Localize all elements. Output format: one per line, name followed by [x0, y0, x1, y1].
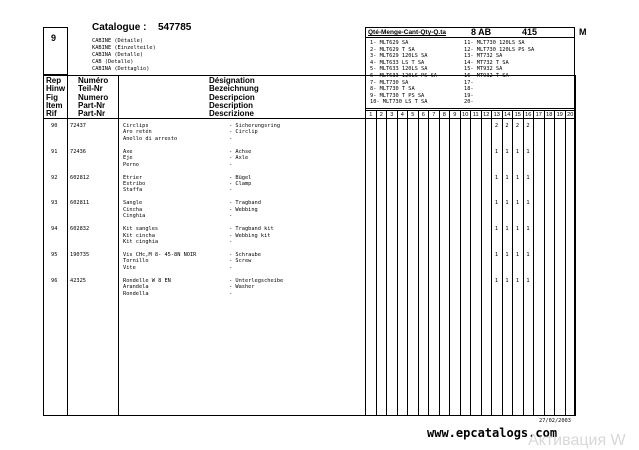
- qty-value: 1: [505, 252, 509, 258]
- part-number: 72437: [70, 123, 86, 129]
- qty-column-divider: [449, 110, 450, 416]
- qty-value: 1: [526, 174, 530, 181]
- qty-value: 1: [515, 226, 520, 233]
- qty-column-header: 12: [483, 112, 490, 118]
- qty-value: 1: [526, 200, 530, 207]
- qty-column-header: 7: [432, 112, 436, 118]
- part-translation: -: [229, 161, 233, 168]
- qty-header-number: 415: [522, 27, 538, 37]
- part-name: Arandela: [123, 284, 149, 291]
- column-label-designation: Descripcion: [209, 92, 255, 102]
- page-number: 9: [51, 33, 57, 43]
- qty-value: 1: [526, 277, 530, 284]
- part-number: 190735: [70, 252, 90, 258]
- item-rep: 96: [51, 277, 58, 284]
- qty-column-header: 16: [525, 112, 532, 118]
- qty-column-divider: [386, 110, 387, 416]
- qty-value: 2: [515, 123, 520, 129]
- column-label-rep: Rif: [46, 109, 57, 119]
- model-entry: 18-: [464, 86, 474, 93]
- qty-column-divider: [523, 110, 524, 416]
- qty-value: 2: [494, 123, 499, 129]
- model-entry: 5- MLT633 120LS SA: [370, 66, 428, 73]
- qty-column-divider: [565, 110, 566, 416]
- part-translation: -: [229, 187, 233, 194]
- qty-column-header: 13: [493, 112, 500, 118]
- qty-value: 1: [515, 200, 520, 207]
- qty-value: 1: [505, 226, 509, 233]
- qty-column-header: 19: [556, 112, 563, 118]
- model-entry: 10- MLT730 LS T SA: [370, 99, 428, 106]
- column-label-numero: Numero: [78, 92, 109, 102]
- qty-value: 1: [515, 277, 520, 284]
- website-link[interactable]: www.epcatalogs.com: [427, 426, 558, 440]
- column-label-designation: Bezeichnung: [209, 84, 259, 94]
- part-name: Etrier: [123, 174, 143, 181]
- qty-column-divider: [376, 110, 377, 416]
- column-label-rep: Item: [46, 100, 63, 110]
- part-translation: - Unterlegscheibe: [229, 277, 284, 284]
- qty-value: 1: [515, 252, 520, 258]
- qty-value: 1: [494, 252, 499, 258]
- part-number: 602812: [70, 174, 90, 181]
- part-name: Sangle: [123, 200, 143, 207]
- print-date: 27/02/2003: [539, 418, 571, 424]
- part-translation: - Axle: [229, 155, 249, 162]
- part-name: Rondella: [123, 290, 149, 297]
- part-translation: - Tragband: [229, 200, 261, 207]
- part-translation: -: [229, 264, 233, 271]
- part-name: Vis CHc,M 8- 45-8N NOIR: [123, 252, 197, 258]
- qty-header-code: 8 AB: [471, 27, 492, 37]
- qty-column-divider: [554, 110, 555, 416]
- qty-column-header: 10: [462, 112, 469, 118]
- model-entry: 3- MLT629 120LS SA: [370, 53, 428, 60]
- column-label-designation: Désignation: [209, 76, 255, 85]
- item-rep: 94: [51, 226, 58, 233]
- qty-column-divider: [502, 110, 503, 416]
- part-translation: -: [229, 239, 233, 245]
- part-number: 72436: [70, 148, 86, 155]
- section-title: CABINA (Detalle): [92, 52, 144, 58]
- qty-value: 1: [505, 148, 509, 155]
- qty-column-header: 17: [535, 112, 542, 118]
- model-entry: 4- MLT633 LS T SA: [370, 59, 425, 66]
- qty-value: 1: [494, 277, 499, 284]
- qty-column-header: 2: [379, 112, 383, 118]
- section-title: CAB (Detalle): [92, 59, 134, 65]
- part-number: 42325: [70, 277, 86, 284]
- model-entry: 9- MLT730 T PS SA: [370, 92, 425, 99]
- item-rep: 95: [51, 252, 58, 258]
- qty-column-divider: [428, 110, 429, 416]
- qty-column-divider: [533, 110, 534, 416]
- catalogue-label: Catalogue :: [92, 22, 147, 33]
- column-label-numero: Part-Nr: [78, 100, 106, 110]
- qty-value: 1: [505, 174, 509, 181]
- model-entry: 20-: [464, 99, 474, 106]
- part-name: Tornillo: [123, 258, 149, 265]
- section-title: KABINE (Einzelteile): [92, 45, 156, 51]
- qty-column-header: 3: [390, 112, 394, 118]
- column-label-numero: Part-Nr: [78, 109, 106, 119]
- part-translation: -: [229, 290, 233, 297]
- qty-value: 1: [494, 226, 499, 233]
- part-name: Kit sangles: [123, 226, 159, 233]
- qty-value: 1: [505, 200, 509, 207]
- part-name: Estribo: [123, 181, 146, 187]
- qty-column-divider: [418, 110, 419, 416]
- part-name: Kit cinghia: [123, 239, 159, 245]
- part-translation: - Bügel: [229, 174, 252, 181]
- qty-column-divider: [407, 110, 408, 416]
- qty-column-header: 11: [472, 112, 479, 118]
- qty-column-divider: [575, 75, 576, 416]
- model-entry: 17-: [464, 79, 474, 86]
- column-label-rep: Hinw: [46, 84, 66, 94]
- qty-column-divider: [365, 75, 366, 416]
- part-translation: - Screw: [229, 258, 252, 265]
- part-translation: - Circlip: [229, 129, 258, 136]
- model-entry: 15- MT932 SA: [464, 66, 503, 73]
- qty-column-header: 6: [421, 112, 425, 118]
- qty-header-label: Qté-Menge-Cant-Qty-Q.ta: [368, 29, 446, 36]
- qty-value: 2: [505, 123, 509, 129]
- qty-column-divider: [397, 110, 398, 416]
- column-label-rep: Rep: [46, 76, 62, 85]
- qty-column-divider: [470, 110, 471, 416]
- qty-column-divider: [460, 110, 461, 416]
- qty-value: 1: [526, 252, 530, 258]
- qty-value: 1: [494, 174, 499, 181]
- qty-value: 1: [505, 277, 509, 284]
- qty-column-header: 1: [369, 112, 373, 118]
- qty-value: 1: [494, 148, 499, 155]
- model-entry: 16- MT932 T SA: [464, 73, 509, 79]
- item-rep: 91: [51, 148, 58, 155]
- qty-column-divider: [512, 110, 513, 416]
- column-label-designation: Description: [209, 100, 254, 110]
- model-entry: 6- MLT633 120LS PS SA: [370, 73, 437, 79]
- part-translation: - Achse: [229, 148, 252, 155]
- section-title: CABINA (Dettaglio): [92, 66, 150, 72]
- part-translation: - Washer: [229, 284, 255, 291]
- model-entry: 7- MLT730 SA: [370, 79, 409, 86]
- model-entry: 11- MLT730 120LS SA: [464, 40, 525, 46]
- qty-value: 1: [526, 226, 530, 233]
- part-name: Aro retén: [123, 129, 152, 136]
- qty-value: 1: [515, 174, 520, 181]
- part-name: Rondelle W 8 EN: [123, 277, 171, 284]
- part-name: Cincha: [123, 206, 143, 213]
- qty-column-header: 5: [411, 112, 415, 118]
- item-rep: 93: [51, 200, 58, 207]
- activation-watermark: Активация W: [528, 432, 626, 449]
- column-label-designation: Descrizione: [209, 109, 254, 119]
- model-entry: 2- MLT629 T SA: [370, 46, 415, 53]
- qty-value: 1: [526, 148, 530, 155]
- part-translation: - Clamp: [229, 181, 252, 187]
- qty-value: 1: [515, 148, 520, 155]
- part-name: Cinghia: [123, 213, 146, 220]
- part-name: Circlips: [123, 123, 149, 129]
- part-translation: -: [229, 213, 233, 220]
- qty-column-header: 20: [567, 112, 574, 118]
- column-label-numero: Numéro: [78, 76, 109, 85]
- qty-value: 1: [494, 200, 499, 207]
- part-name: Axe: [123, 148, 133, 155]
- qty-column-header: 15: [514, 112, 521, 118]
- part-translation: - Webbing: [229, 206, 258, 213]
- part-translation: - Webbing kit: [229, 232, 271, 239]
- qty-column-header: 8: [442, 112, 446, 118]
- part-number: 602832: [70, 226, 90, 233]
- qty-column-header: 14: [504, 112, 511, 118]
- part-translation: - Tragband kit: [229, 226, 274, 233]
- part-name: Staffa: [123, 187, 143, 194]
- model-entry: 12- MLT730 120LS PS SA: [464, 46, 535, 53]
- column-label-rep: Fig: [46, 92, 58, 102]
- part-translation: - Sicherungsring: [229, 123, 281, 129]
- model-entry: 19-: [464, 92, 474, 99]
- item-rep: 90: [51, 123, 58, 129]
- qty-column-divider: [439, 110, 440, 416]
- catalogue-number: 547785: [158, 22, 192, 33]
- qty-header-divider: [365, 110, 575, 111]
- part-name: Eje: [123, 155, 133, 162]
- model-entry: 1- MLT629 SA: [370, 40, 409, 46]
- qty-value: 2: [526, 123, 530, 129]
- model-entry: 14- MT732 T SA: [464, 59, 509, 66]
- part-translation: - Schraube: [229, 252, 261, 258]
- item-rep: 92: [51, 174, 58, 181]
- qty-column-divider: [491, 110, 492, 416]
- qty-column-divider: [481, 110, 482, 416]
- part-name: Anello di arresto: [123, 135, 178, 142]
- part-number: 602811: [70, 200, 90, 207]
- model-entry: 13- MT732 SA: [464, 53, 503, 60]
- part-translation: -: [229, 135, 233, 142]
- column-label-numero: Teil-Nr: [78, 84, 103, 94]
- part-name: Vite: [123, 264, 136, 271]
- qty-header-marker: M: [579, 27, 587, 37]
- section-title: CABINE (Détaile): [92, 38, 144, 44]
- model-entry: 8- MLT730 T SA: [370, 86, 415, 93]
- part-name: Kit cincha: [123, 232, 155, 239]
- part-name: Perno: [123, 161, 139, 168]
- qty-column-divider: [544, 110, 545, 416]
- qty-column-header: 9: [453, 112, 457, 118]
- qty-column-header: 4: [400, 112, 404, 118]
- qty-column-header: 18: [546, 112, 553, 118]
